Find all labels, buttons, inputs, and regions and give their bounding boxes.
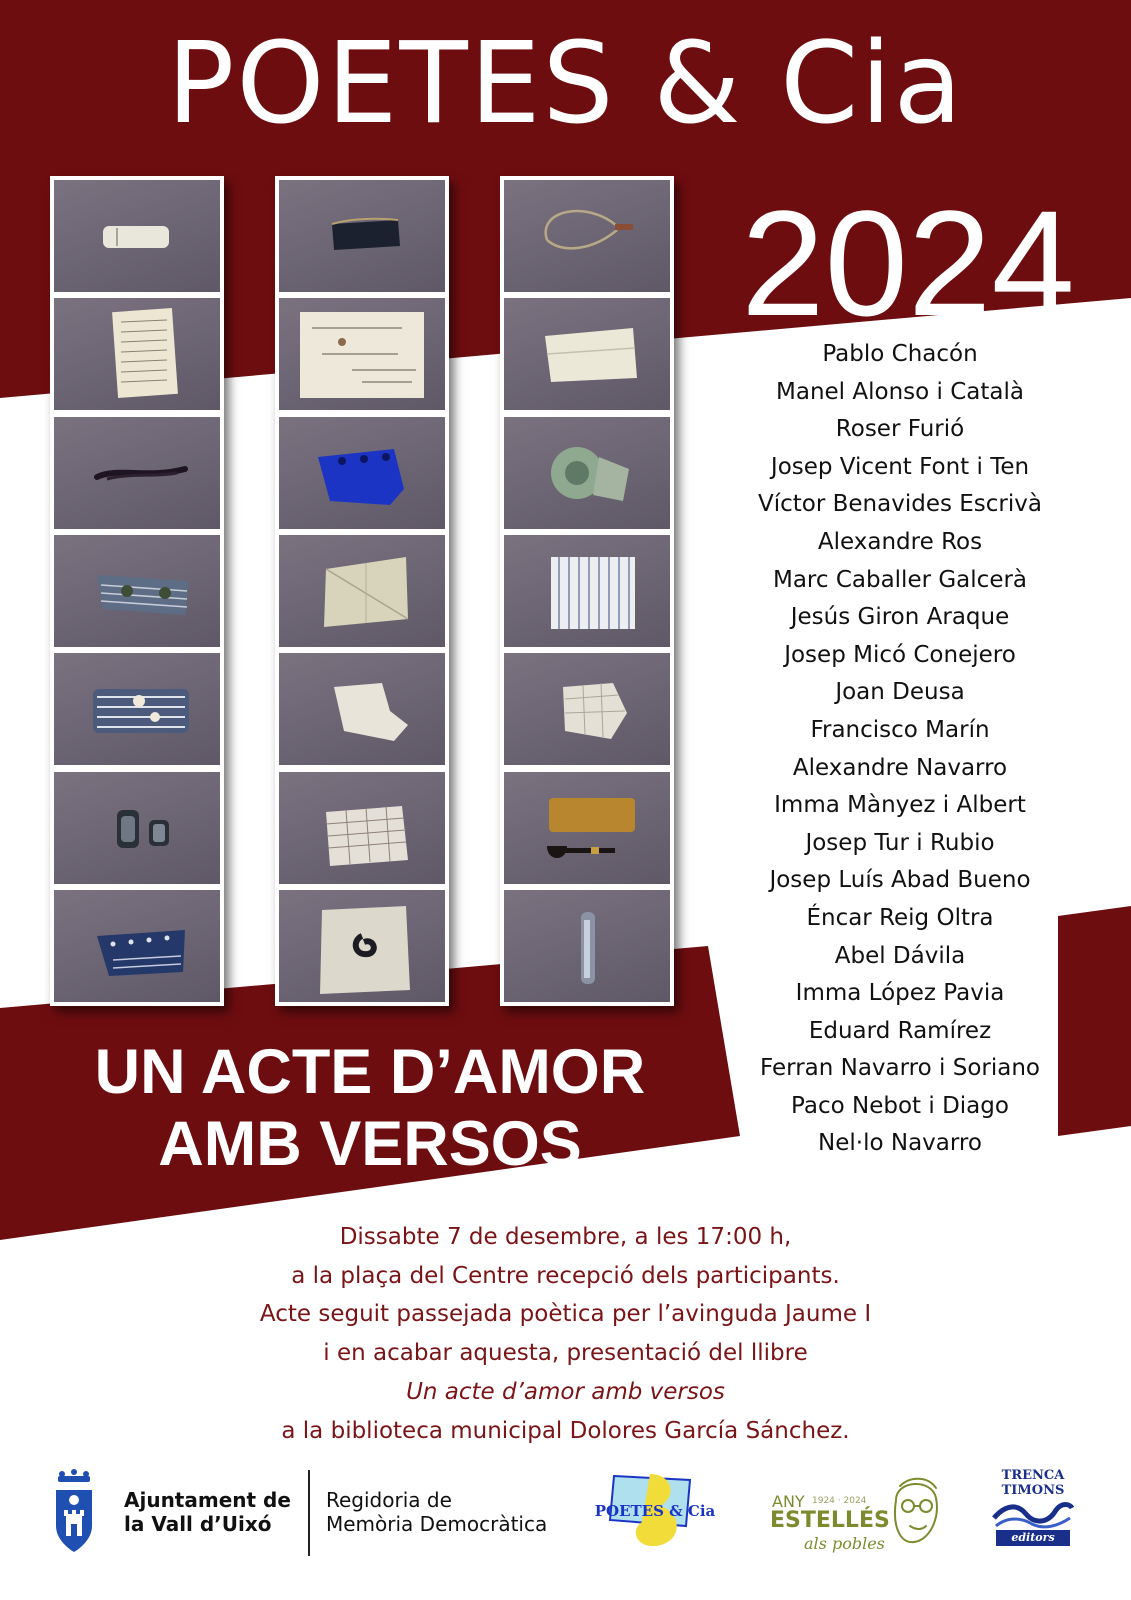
right-maroon-tab — [1058, 906, 1131, 1136]
poet-name: Éncar Reig Oltra — [806, 904, 994, 931]
ajuntament-label: Ajuntament de la Vall d’Uixó — [124, 1488, 291, 1536]
book-title: Un acte d’amor amb versos — [406, 1378, 725, 1405]
poet-name: Abel Dávila — [834, 942, 966, 969]
photo-folded-cloth — [279, 535, 445, 647]
poet-name: Pablo Chacón — [822, 341, 978, 367]
poet-name: Alexandre Navarro — [792, 754, 1008, 781]
photo-printed-card — [279, 298, 445, 410]
photo-dark-wallet — [279, 180, 445, 292]
poet-name: Paco Nebot i Diago — [791, 1092, 1009, 1119]
poet-name: Eduard Ramírez — [808, 1017, 992, 1044]
poet-name: Imma Mànyez i Albert — [774, 792, 1026, 819]
trenca-timons-editors: editors — [996, 1530, 1070, 1546]
event-date-line: Dissabte 7 de desembre, a les 17:00 h, — [339, 1224, 792, 1250]
poet-name: Jesús Giron Araque — [790, 604, 1010, 631]
any-estelles-logo: ANY 1924 · 2024 ESTELLÉS als pobles — [770, 1470, 948, 1554]
coat-of-arms-icon — [52, 1468, 96, 1558]
footer-logos — [0, 1460, 1131, 1580]
photo-rolled-cloth — [54, 180, 220, 292]
photo-striped-cuff-buttons — [54, 535, 220, 647]
photo-pipe-and-pouch — [504, 772, 670, 884]
trenca-timons-logo — [992, 1468, 1074, 1552]
poster-title: POETES & Cia — [166, 19, 965, 149]
poet-name: Ferran Navarro i Soriano — [760, 1055, 1040, 1082]
trenca-timons-title: TRENCA TIMONS — [1001, 1468, 1065, 1498]
event-presentation-line: i en acabar aquesta, presentació del llibre — [323, 1340, 808, 1367]
regidoria-label: Regidoria de Memòria Democràtica — [326, 1488, 548, 1536]
poets-list — [740, 336, 1060, 1163]
poet-name: Nel·lo Navarro — [818, 1130, 982, 1157]
poet-name: Francisco Marín — [810, 716, 990, 743]
photo-cloth-with-coil — [279, 890, 445, 1002]
event-reception-line: a la plaça del Centre recepció dels participants. — [291, 1262, 840, 1289]
estelles-portrait-icon — [878, 1470, 950, 1554]
wave-icon — [992, 1498, 1074, 1530]
poet-name: Roser Furió — [835, 416, 965, 443]
photo-cream-cloth — [504, 298, 670, 410]
footer-divider — [308, 1470, 310, 1556]
poster-year: 2024 — [741, 179, 1075, 347]
poet-name: Imma López Pavia — [795, 980, 1005, 1007]
photo-strip-3 — [500, 176, 674, 1006]
poet-name: Josep Micó Conejero — [784, 641, 1016, 668]
photo-green-cloth — [504, 417, 670, 529]
photo-glass-bottle — [504, 890, 670, 1002]
poet-name: Josep Tur i Rubio — [805, 829, 995, 856]
slogan-line-2: AMB VERSOS — [158, 1109, 582, 1179]
slogan — [30, 1036, 710, 1180]
photo-plaid-cloth — [504, 653, 670, 765]
photo-handwritten-letter — [54, 298, 220, 410]
photo-hair-lock — [54, 417, 220, 529]
poet-name: Alexandre Ros — [817, 528, 983, 555]
photo-strip-2 — [275, 176, 449, 1006]
event-walk-line: Acte seguit passejada poètica per l’avinguda Jaume I — [259, 1301, 872, 1328]
photo-white-cloth — [279, 653, 445, 765]
photo-bright-blue-fabric — [279, 417, 445, 529]
poet-name: Manel Alonso i Català — [776, 378, 1024, 405]
poet-name: Víctor Benavides Escrivà — [758, 491, 1042, 518]
photo-metal-case — [54, 772, 220, 884]
poet-name: Josep Vicent Font i Ten — [770, 453, 1030, 480]
photo-pinstripe-cloth — [504, 535, 670, 647]
photo-striped-sleeve — [54, 653, 220, 765]
photo-string — [504, 180, 670, 292]
photo-blue-fabric — [54, 890, 220, 1002]
poet-name: Marc Caballer Galcerà — [772, 566, 1028, 593]
photo-strip-1 — [50, 176, 224, 1006]
event-info — [0, 1218, 1131, 1450]
poet-name: Joan Deusa — [835, 679, 965, 706]
event-library-line: a la biblioteca municipal Dolores García Sánchez. — [281, 1417, 850, 1444]
slogan-line-1: UN ACTE D’AMOR — [94, 1037, 646, 1107]
photo-checked-cloth — [279, 772, 445, 884]
poetes-cia-logo-text: POETES & Cia — [594, 1502, 716, 1520]
poet-name: Josep Luís Abad Bueno — [769, 867, 1031, 894]
